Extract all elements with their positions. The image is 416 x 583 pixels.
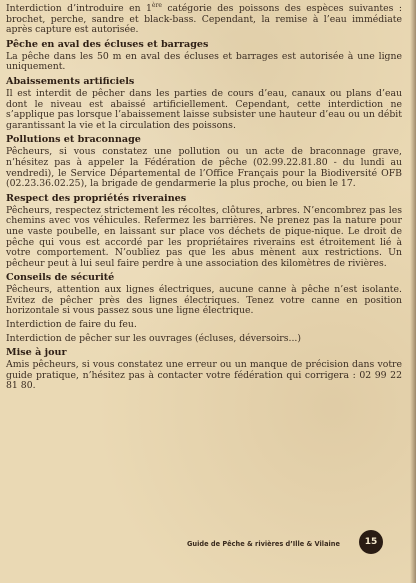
footer-guide-title: Guide de Pêche & rivières d’Ille & Vilaine [187,540,340,548]
heading-proprietes: Respect des propriétés riveraines [6,192,187,204]
paragraph-securite-lignes: Pêcheurs, attention aux lignes électriques, aucune canne à pêche n’est isolante. Evitez de pêcher près des lignes électriques. Tenez votre canne en position horizontale si vous passez sous une ligne électrique. [6,284,402,317]
heading-mise-a-jour: Mise à jour [6,347,67,359]
ordinal-superscript: ère [151,1,162,9]
heading-securite: Conseils de sécurité [6,272,115,284]
intro-paragraph: Interdiction d’introduire en 1ère catégorie des poissons des espèces suivantes : brochet, perche, sandre et black-bass. Cependant, la remise à l’eau immédiate après capture est autorisée. [6,1,402,36]
paragraph-abaissements: Il est interdit de pêcher dans les parties de cours d’eau, canaux ou plans d’eau dont le niveau est abaissé artificiellement. Cependant, cette interdiction ne s’applique pas lorsque l’abaissement laisse subsister une hauteur d’eau ou un débit garantissant la vie et la circulation des poissons. [6,87,402,131]
paragraph-mise-a-jour: Amis pêcheurs, si vous constatez une erreur ou un manque de précision dans votre guide pratique, n’hésitez pas à contacter votre fédération qui corrigera : 02 99 22 81 80. [6,359,402,392]
paragraph-peche-aval: La pêche dans les 50 m en aval des écluses et barrages est autorisée à une ligne uniquement. [6,50,402,73]
paragraph-pollutions: Pêcheurs, si vous constatez une pollution ou un acte de braconnage grave, n’hésitez pas à appeler la Fédération de pêche (02.99.22.81.80 - du lundi au vendredi), le Service Départemental de l’Office Français pour la Biodiversité OFB (02.23.36.02.25), la brigade de gendarmerie la plus proche, ou bien le 17. [6,146,402,190]
document-body [6,1,402,395]
heading-pollutions: Pollutions et braconnage [6,134,141,146]
paragraph-proprietes: Pêcheurs, respectez strictement les récoltes, clôtures, arbres. N’encombrez pas les chemins avec vos véhicules. Refermez les barrières. Ne prenez pas la nature pour une vaste poubelle, en laissant sur place vos déchets de pique-nique. Le droit de pêche qui vous est accordé par les propriétaires riverains est étroitement lié à votre comportement. N’oubliez pas que les abus mènent aux restrictions. Un pêcheur peut à lui seul faire perdre à une association des kilomètres de rivières. [6,204,402,269]
page-number-badge: 15 [359,530,383,554]
paragraph-securite-feu: Interdiction de faire du feu. [6,319,137,331]
paragraph-securite-ouvrages: Interdiction de pêcher sur les ouvrages (écluses, déversoirs...) [6,332,301,344]
heading-peche-aval: Pêche en aval des écluses et barrages [6,38,209,50]
page-edge-shadow [410,0,416,583]
heading-abaissements: Abaissements artificiels [6,75,135,87]
